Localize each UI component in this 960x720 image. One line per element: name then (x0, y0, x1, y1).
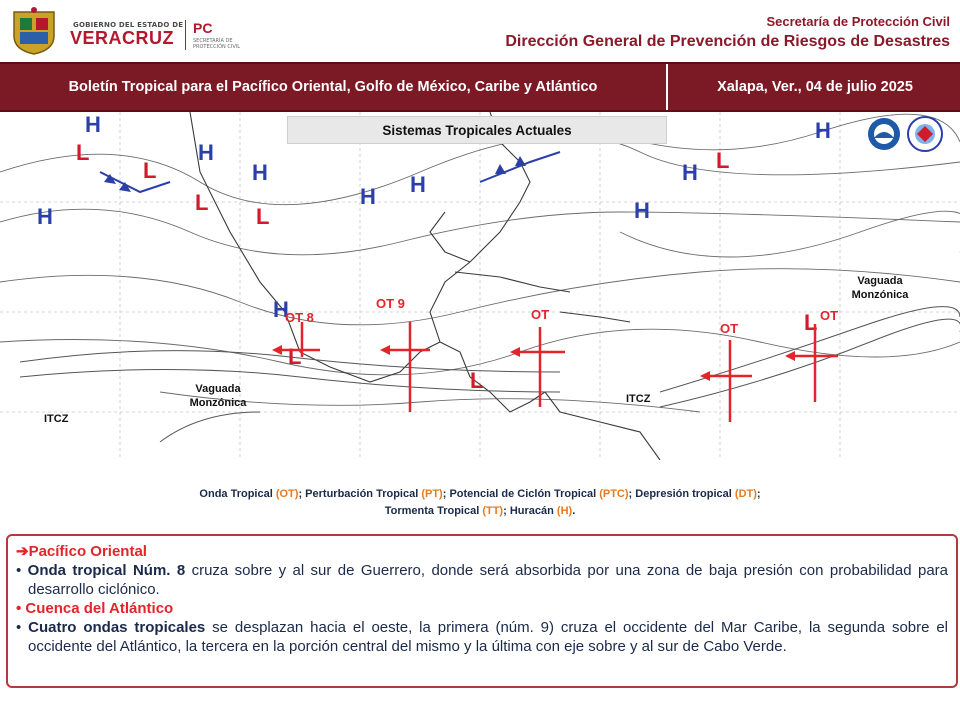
high-center: H (360, 184, 376, 209)
low-pressure-centers (76, 140, 817, 393)
legend-separator: ; (442, 488, 450, 500)
direccion-title: Dirección General de Prevención de Riesgos de Desastres (505, 33, 950, 50)
label-itcz-atlantic: ITCZ (626, 393, 651, 405)
low-center: L (716, 148, 730, 173)
map-drawing (0, 112, 960, 460)
legend-abbreviation: (PT) (421, 488, 443, 500)
legend-term: Depresión tropical (635, 488, 735, 500)
pacifico-heading (16, 542, 948, 561)
wave-label-ot-west-atlantic: OT (720, 321, 739, 336)
low-center: L (76, 140, 90, 165)
map-caption: Sistemas Tropicales Actuales (287, 116, 667, 144)
wave-label-ot-caribbean: OT (531, 307, 550, 322)
high-center: H (252, 160, 268, 185)
arrow-right-icon: ➔ (16, 543, 29, 560)
low-center: L (804, 310, 818, 335)
high-center: H (273, 297, 289, 322)
pc-logo-text: PC (193, 20, 213, 36)
gov-top-text: GOBIERNO DEL ESTADO DE (73, 21, 184, 29)
atlantico-bullet (16, 618, 948, 656)
high-center: H (682, 160, 698, 185)
legend-separator: ; (503, 505, 510, 517)
noaa-logo-icon (868, 118, 900, 150)
logo-divider (185, 20, 186, 50)
low-center: L (288, 344, 302, 369)
fronts (100, 152, 560, 192)
pacifico-text: cruza sobre y al sur de Guerrero, donde será absorbida por una zona de baja presión con probabilidad para desarrollo ciclónico. (28, 562, 948, 598)
government-logo (8, 6, 258, 56)
bullet-icon: • (16, 600, 26, 617)
label-itcz-pacific: ITCZ (44, 413, 69, 425)
bulletin-info-box (6, 534, 958, 688)
bulletin-title: Boletín Tropical para el Pacífico Oriental, Golfo de México, Caribe y Atlántico (0, 64, 668, 110)
abbreviation-legend (0, 486, 960, 520)
high-center: H (85, 112, 101, 137)
legend-abbreviation: (H) (556, 505, 573, 517)
page-header (0, 0, 960, 60)
low-center: L (195, 190, 209, 215)
low-center: L (470, 368, 484, 393)
high-center: H (410, 172, 426, 197)
wave-label-ot8: OT 8 (285, 310, 314, 325)
veracruz-shield-icon (8, 6, 60, 56)
high-center: H (198, 140, 214, 165)
legend-separator: . (572, 505, 576, 517)
title-banner (0, 62, 960, 112)
legend-term: Onda Tropical (199, 488, 276, 500)
legend-abbreviation: (OT) (275, 488, 299, 500)
legend-term: Huracán (509, 505, 557, 517)
bullet-icon: • (16, 619, 29, 636)
atlantico-heading (16, 599, 948, 618)
wave-label-ot9: OT 9 (376, 296, 405, 311)
high-center: H (815, 118, 831, 143)
low-center: L (143, 158, 157, 183)
pc-subtitle: SECRETARÍA DE PROTECCIÓN CIVIL (193, 38, 241, 50)
legend-separator: ; (628, 488, 636, 500)
label-vaguada-pacific: Vaguada Monzónica (189, 383, 247, 409)
legend-separator: ; (298, 488, 306, 500)
surface-analysis-map (0, 112, 960, 460)
high-center: H (634, 198, 650, 223)
legend-line-2 (0, 503, 960, 520)
atlantico-bold: Cuatro ondas tropicales (28, 619, 206, 636)
pacifico-bullet (16, 561, 948, 599)
legend-abbreviation: (TT) (482, 505, 504, 517)
secretaria-title: Secretaría de Protección Civil (766, 14, 950, 29)
legend-term: Tormenta Tropical (384, 505, 483, 517)
legend-separator: ; (756, 488, 761, 500)
atlantico-heading-text: Cuenca del Atlántico (25, 600, 174, 617)
wave-label-ot-east-atlantic: OT (820, 308, 839, 323)
pacifico-heading-text: Pacífico Oriental (28, 543, 147, 560)
legend-abbreviation: (DT) (734, 488, 757, 500)
bulletin-date: Xalapa, Ver., 04 de julio 2025 (717, 79, 913, 95)
monsoon-trough-lines (20, 307, 960, 442)
high-center: H (37, 204, 53, 229)
pacifico-bold: Onda tropical Núm. 8 (27, 562, 186, 579)
label-vaguada-atlantic: Vaguada Monzónica (851, 275, 909, 301)
legend-term: Potencial de Ciclón Tropical (449, 488, 600, 500)
legend-abbreviation: (PTC) (599, 488, 629, 500)
atlantico-text: se desplazan hacia el oeste, la primera (núm. 9) cruza el occidente del Mar Caribe, la segunda sobre el occidente del Atlántico, la tercera en la porción central del mismo y la última con eje sobre y al sur de Cabo Verde. (28, 619, 949, 655)
legend-term: Perturbación Tropical (305, 488, 422, 500)
low-center: L (256, 204, 270, 229)
legend-line-1 (0, 486, 960, 503)
bullet-icon: • (16, 562, 28, 579)
nws-logo-icon (908, 117, 942, 151)
gov-state-text: VERACRUZ (70, 28, 175, 48)
